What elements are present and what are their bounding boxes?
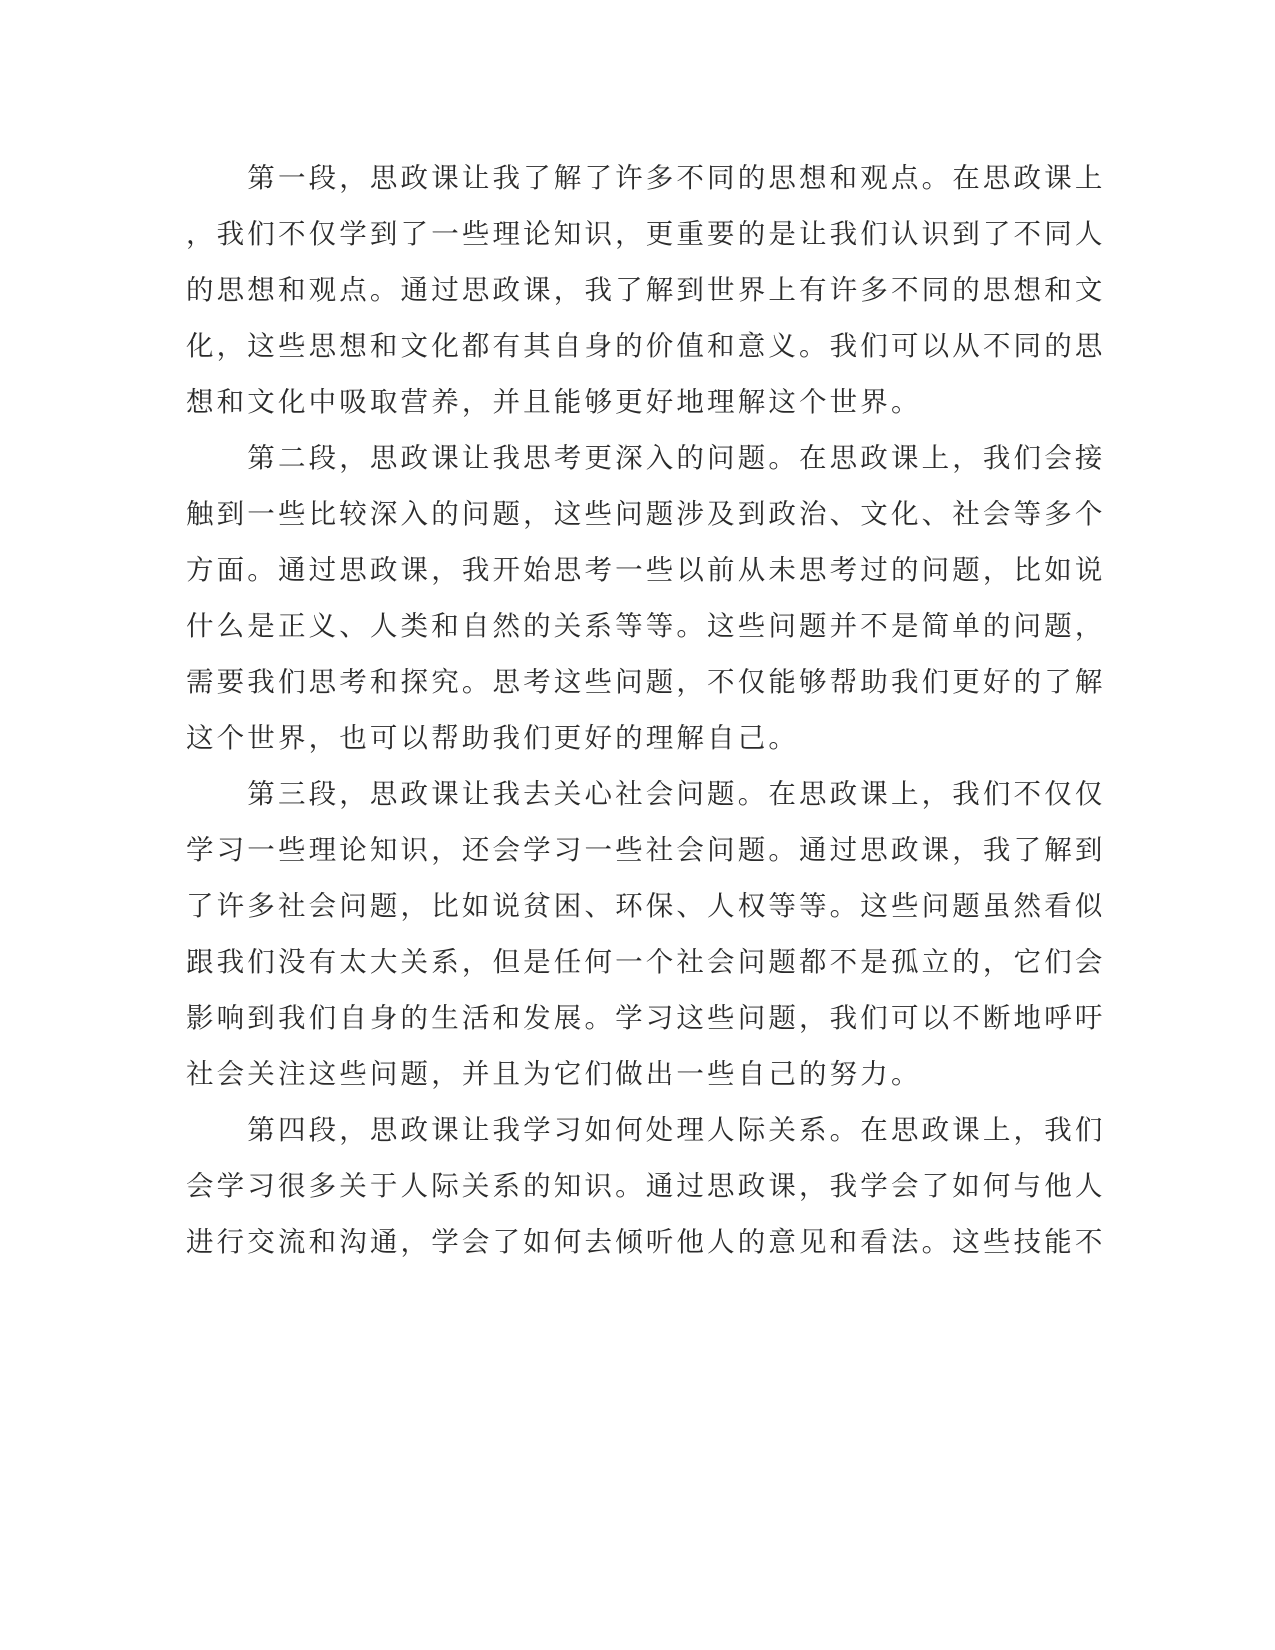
text-line: 会学习很多关于人际关系的知识。通过思政课，我学会了如何与他人 [186,1170,1106,1202]
text-line: 方面。通过思政课，我开始思考一些以前从未思考过的问题，比如说 [186,554,1106,586]
text-line: 第一段，思政课让我了解了许多不同的思想和观点。在思政课上 [186,162,1106,194]
text-line: 进行交流和沟通，学会了如何去倾听他人的意见和看法。这些技能不 [186,1226,1106,1258]
text-line: ，我们不仅学到了一些理论知识，更重要的是让我们认识到了不同人 [186,218,1106,250]
text-line: 触到一些比较深入的问题，这些问题涉及到政治、文化、社会等多个 [186,498,1106,530]
text-line: 第三段，思政课让我去关心社会问题。在思政课上，我们不仅仅 [186,778,1106,810]
text-line: 第二段，思政课让我思考更深入的问题。在思政课上，我们会接 [186,442,1106,474]
text-line: 这个世界，也可以帮助我们更好的理解自己。 [186,722,799,754]
text-line: 想和文化中吸取营养，并且能够更好地理解这个世界。 [186,386,922,418]
text-line: 跟我们没有太大关系，但是任何一个社会问题都不是孤立的，它们会 [186,946,1106,978]
text-line: 学习一些理论知识，还会学习一些社会问题。通过思政课，我了解到 [186,834,1106,866]
text-line: 的思想和观点。通过思政课，我了解到世界上有许多不同的思想和文 [186,274,1106,306]
text-line: 化，这些思想和文化都有其自身的价值和意义。我们可以从不同的思 [186,330,1106,362]
text-line: 第四段，思政课让我学习如何处理人际关系。在思政课上，我们 [186,1114,1106,1146]
text-line: 社会关注这些问题，并且为它们做出一些自己的努力。 [186,1058,922,1090]
text-line: 了许多社会问题，比如说贫困、环保、人权等等。这些问题虽然看似 [186,890,1106,922]
text-line: 什么是正义、人类和自然的关系等等。这些问题并不是简单的问题， [186,610,1106,642]
text-line: 需要我们思考和探究。思考这些问题，不仅能够帮助我们更好的了解 [186,666,1106,698]
text-line: 影响到我们自身的生活和发展。学习这些问题，我们可以不断地呼吁 [186,1002,1106,1034]
